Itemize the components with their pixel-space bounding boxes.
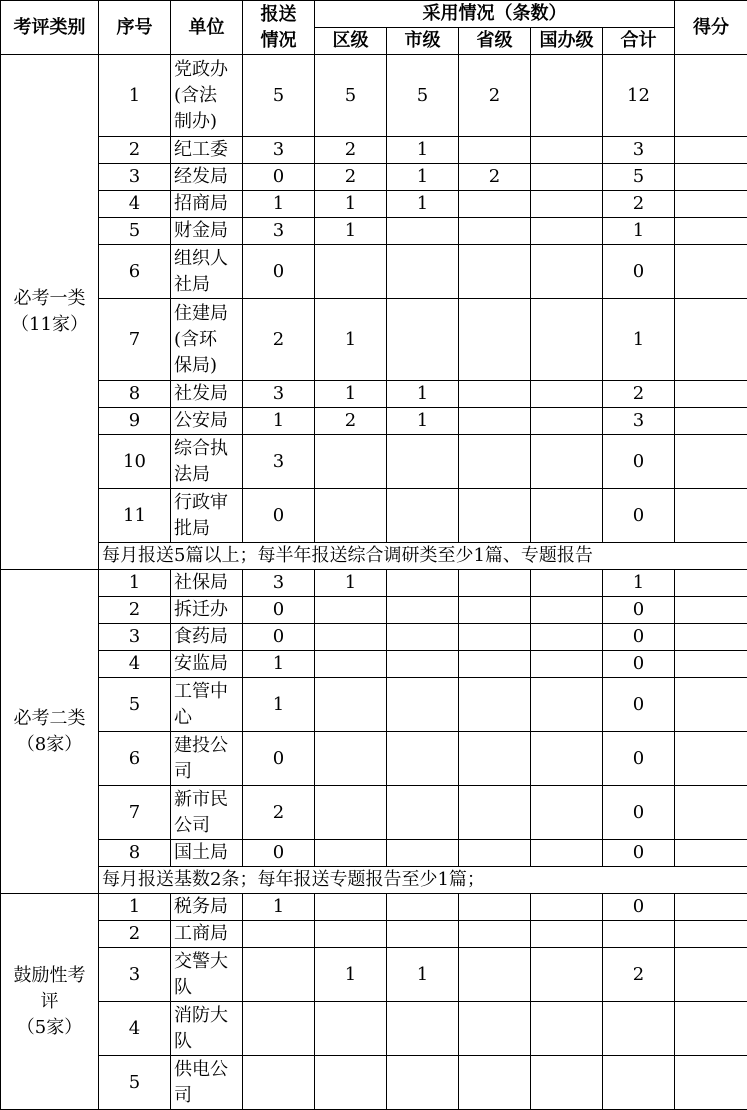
total-cell: 2 [603,948,675,1002]
header-seq: 序号 [99,1,171,55]
score-cell [675,624,747,651]
submitted-cell: 3 [243,218,315,245]
submitted-cell: 0 [243,732,315,786]
seq-cell: 5 [99,678,171,732]
district-cell [315,597,387,624]
table-row [1,894,747,921]
seq-cell: 8 [99,381,171,408]
province-cell [459,732,531,786]
city-cell: 1 [387,381,459,408]
total-cell: 0 [603,624,675,651]
total-cell: 2 [603,191,675,218]
category-cell: 必考二类 （8家） [1,570,99,894]
seq-cell: 3 [99,624,171,651]
district-cell [315,732,387,786]
table-row [1,570,747,597]
score-cell [675,55,747,137]
district-cell: 2 [315,408,387,435]
table-row [1,597,747,624]
header-city: 市级 [387,28,459,55]
table-row [1,137,747,164]
district-cell [315,245,387,299]
city-cell [387,218,459,245]
city-cell [387,921,459,948]
table-row [1,732,747,786]
unit-cell: 财金局 [171,218,243,245]
seq-cell: 4 [99,191,171,218]
header-adoption: 采用情况（条数） [315,1,675,28]
seq-cell: 7 [99,786,171,840]
table-header [1,1,747,55]
score-cell [675,435,747,489]
state-office-cell [531,1056,603,1110]
state-office-cell [531,894,603,921]
state-office-cell [531,651,603,678]
submitted-cell [243,948,315,1002]
state-office-cell [531,1002,603,1056]
seq-cell: 2 [99,921,171,948]
total-cell: 1 [603,570,675,597]
table-row [1,245,747,299]
province-cell [459,840,531,867]
score-cell [675,894,747,921]
city-cell: 1 [387,191,459,218]
table-row [1,489,747,543]
table-row [1,651,747,678]
table-row [1,164,747,191]
district-cell [315,894,387,921]
district-cell: 2 [315,137,387,164]
unit-cell: 住建局 (含环 保局) [171,299,243,381]
seq-cell: 4 [99,651,171,678]
table-row [1,840,747,867]
table-row [1,381,747,408]
province-cell [459,381,531,408]
unit-cell: 社保局 [171,570,243,597]
city-cell [387,732,459,786]
note-row [1,867,747,894]
unit-cell: 拆迁办 [171,597,243,624]
city-cell [387,435,459,489]
header-submitted: 报送 情况 [243,1,315,55]
seq-cell: 4 [99,1002,171,1056]
submitted-cell [243,921,315,948]
district-cell [315,435,387,489]
score-cell [675,921,747,948]
province-cell: 2 [459,55,531,137]
score-cell [675,651,747,678]
submitted-cell: 3 [243,381,315,408]
seq-cell: 3 [99,948,171,1002]
city-cell [387,1002,459,1056]
total-cell: 3 [603,408,675,435]
seq-cell: 6 [99,732,171,786]
unit-cell: 行政审 批局 [171,489,243,543]
province-cell [459,245,531,299]
unit-cell: 税务局 [171,894,243,921]
city-cell [387,245,459,299]
state-office-cell [531,570,603,597]
district-cell [315,921,387,948]
category-cell: 鼓励性考 评 （5家） [1,894,99,1110]
submitted-cell: 3 [243,570,315,597]
district-cell: 1 [315,191,387,218]
submitted-cell: 0 [243,840,315,867]
district-cell: 2 [315,164,387,191]
submitted-cell: 5 [243,55,315,137]
header-total: 合计 [603,28,675,55]
unit-cell: 供电公 司 [171,1056,243,1110]
unit-cell: 综合执 法局 [171,435,243,489]
table-row [1,1002,747,1056]
province-cell [459,894,531,921]
city-cell [387,894,459,921]
table-row [1,55,747,137]
header-category: 考评类别 [1,1,99,55]
city-cell [387,678,459,732]
score-cell [675,732,747,786]
province-cell [459,651,531,678]
unit-cell: 安监局 [171,651,243,678]
state-office-cell [531,786,603,840]
submitted-cell: 0 [243,164,315,191]
province-cell [459,678,531,732]
score-cell [675,948,747,1002]
district-cell: 1 [315,299,387,381]
total-cell: 12 [603,55,675,137]
submitted-cell [243,1002,315,1056]
seq-cell: 5 [99,218,171,245]
seq-cell: 6 [99,245,171,299]
header-province: 省级 [459,28,531,55]
province-cell [459,435,531,489]
submitted-cell: 0 [243,624,315,651]
seq-cell: 2 [99,137,171,164]
total-cell: 0 [603,245,675,299]
state-office-cell [531,218,603,245]
header-unit: 单位 [171,1,243,55]
requirement-note: 每月报送基数2条；每年报送专题报告至少1篇； [99,867,747,894]
score-cell [675,191,747,218]
city-cell [387,1056,459,1110]
submitted-cell: 1 [243,408,315,435]
submitted-cell: 0 [243,489,315,543]
unit-cell: 社发局 [171,381,243,408]
unit-cell: 纪工委 [171,137,243,164]
unit-cell: 工商局 [171,921,243,948]
total-cell [603,1056,675,1110]
province-cell [459,948,531,1002]
table-row [1,435,747,489]
district-cell: 1 [315,218,387,245]
state-office-cell [531,299,603,381]
unit-cell: 国土局 [171,840,243,867]
score-cell [675,840,747,867]
province-cell [459,570,531,597]
unit-cell: 组织人 社局 [171,245,243,299]
score-cell [675,408,747,435]
unit-cell: 经发局 [171,164,243,191]
province-cell [459,489,531,543]
district-cell: 1 [315,948,387,1002]
unit-cell: 党政办 (含法 制办) [171,55,243,137]
province-cell [459,624,531,651]
province-cell [459,218,531,245]
score-cell [675,299,747,381]
total-cell: 0 [603,786,675,840]
seq-cell: 1 [99,894,171,921]
state-office-cell [531,732,603,786]
unit-cell: 建投公 司 [171,732,243,786]
seq-cell: 5 [99,1056,171,1110]
table-row [1,299,747,381]
submitted-cell: 0 [243,597,315,624]
submitted-cell: 1 [243,894,315,921]
total-cell: 0 [603,435,675,489]
table-row [1,678,747,732]
submitted-cell: 3 [243,435,315,489]
district-cell [315,678,387,732]
district-cell: 1 [315,381,387,408]
score-cell [675,164,747,191]
score-cell [675,245,747,299]
table-row [1,218,747,245]
score-cell [675,1002,747,1056]
score-cell [675,489,747,543]
submitted-cell: 1 [243,191,315,218]
state-office-cell [531,137,603,164]
total-cell: 2 [603,381,675,408]
province-cell [459,191,531,218]
city-cell: 5 [387,55,459,137]
city-cell [387,489,459,543]
submitted-cell: 1 [243,651,315,678]
total-cell: 3 [603,137,675,164]
seq-cell: 7 [99,299,171,381]
city-cell: 1 [387,948,459,1002]
score-cell [675,570,747,597]
state-office-cell [531,164,603,191]
total-cell: 0 [603,678,675,732]
submitted-cell: 1 [243,678,315,732]
state-office-cell [531,408,603,435]
submitted-cell: 2 [243,786,315,840]
submitted-cell: 2 [243,299,315,381]
seq-cell: 8 [99,840,171,867]
score-cell [675,1056,747,1110]
unit-cell: 交警大 队 [171,948,243,1002]
state-office-cell [531,624,603,651]
score-cell [675,597,747,624]
state-office-cell [531,489,603,543]
unit-cell: 工管中 心 [171,678,243,732]
district-cell [315,489,387,543]
state-office-cell [531,597,603,624]
state-office-cell [531,435,603,489]
city-cell [387,299,459,381]
score-cell [675,218,747,245]
score-cell [675,786,747,840]
total-cell: 1 [603,218,675,245]
table-row [1,921,747,948]
city-cell: 1 [387,164,459,191]
table-row [1,786,747,840]
state-office-cell [531,948,603,1002]
table-row [1,948,747,1002]
total-cell: 0 [603,894,675,921]
province-cell [459,408,531,435]
province-cell [459,1002,531,1056]
state-office-cell [531,55,603,137]
table-row [1,624,747,651]
city-cell: 1 [387,408,459,435]
score-cell [675,137,747,164]
unit-cell: 食药局 [171,624,243,651]
seq-cell: 11 [99,489,171,543]
category-cell: 必考一类 （11家） [1,55,99,570]
city-cell [387,624,459,651]
table-row [1,191,747,218]
header-state-office: 国办级 [531,28,603,55]
total-cell: 1 [603,299,675,381]
state-office-cell [531,245,603,299]
score-cell [675,678,747,732]
state-office-cell [531,381,603,408]
district-cell [315,840,387,867]
requirement-note: 每月报送5篇以上；每半年报送综合调研类至少1篇、专题报告 [99,543,747,570]
seq-cell: 1 [99,55,171,137]
state-office-cell [531,191,603,218]
seq-cell: 9 [99,408,171,435]
city-cell [387,651,459,678]
city-cell [387,597,459,624]
seq-cell: 1 [99,570,171,597]
score-cell [675,381,747,408]
unit-cell: 公安局 [171,408,243,435]
total-cell: 5 [603,164,675,191]
unit-cell: 招商局 [171,191,243,218]
city-cell [387,840,459,867]
district-cell [315,624,387,651]
district-cell [315,786,387,840]
district-cell [315,651,387,678]
province-cell [459,597,531,624]
header-score: 得分 [675,1,747,55]
total-cell: 0 [603,651,675,678]
table-body [1,55,747,1110]
district-cell: 5 [315,55,387,137]
province-cell: 2 [459,164,531,191]
province-cell [459,299,531,381]
submitted-cell [243,1056,315,1110]
submitted-cell: 3 [243,137,315,164]
seq-cell: 3 [99,164,171,191]
submitted-cell: 0 [243,245,315,299]
district-cell: 1 [315,570,387,597]
total-cell [603,1002,675,1056]
state-office-cell [531,678,603,732]
total-cell: 0 [603,840,675,867]
province-cell [459,921,531,948]
state-office-cell [531,921,603,948]
district-cell [315,1002,387,1056]
note-row [1,543,747,570]
unit-cell: 消防大 队 [171,1002,243,1056]
total-cell [603,921,675,948]
district-cell [315,1056,387,1110]
seq-cell: 2 [99,597,171,624]
city-cell: 1 [387,137,459,164]
table-row [1,1056,747,1110]
state-office-cell [531,840,603,867]
seq-cell: 10 [99,435,171,489]
province-cell [459,137,531,164]
province-cell [459,1056,531,1110]
unit-cell: 新市民 公司 [171,786,243,840]
city-cell [387,786,459,840]
province-cell [459,786,531,840]
city-cell [387,570,459,597]
total-cell: 0 [603,597,675,624]
total-cell: 0 [603,489,675,543]
table-row [1,408,747,435]
header-district: 区级 [315,28,387,55]
total-cell: 0 [603,732,675,786]
